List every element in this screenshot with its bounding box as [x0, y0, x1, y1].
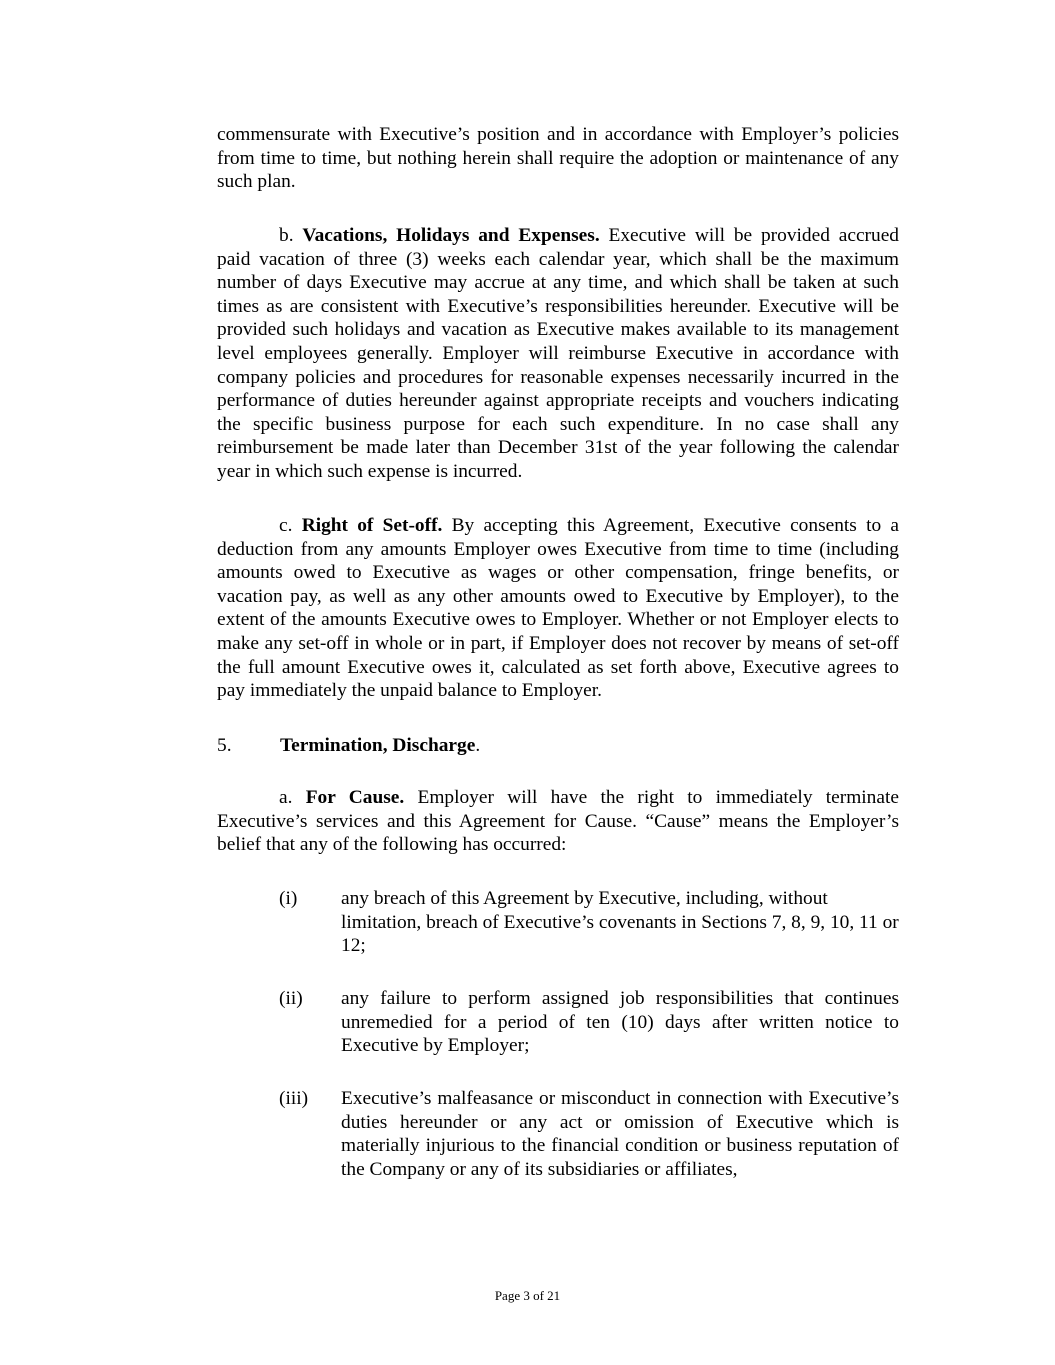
cause-item-number: (ii): [279, 988, 303, 1009]
section-5a-prefix: a.: [279, 787, 306, 808]
cause-item-number: (i): [279, 888, 298, 909]
section-c-heading: Right of Set-off.: [301, 515, 443, 536]
cause-item-text: any failure to perform assigned job responsibilities that continues unremedied for a period of ten (10) days after written notice to Executive by Employer;: [341, 988, 899, 1057]
section-5-trail: .: [475, 735, 481, 756]
section-5-heading: [217, 734, 899, 758]
section-b-heading: Vacations, Holidays and Expenses.: [302, 225, 600, 246]
section-c-prefix: c.: [279, 515, 302, 536]
section-5a-paragraph: [217, 786, 899, 857]
cause-item-number: (iii): [279, 1088, 309, 1109]
section-b-text: Executive will be provided accrued paid vacation of three (3) weeks each calendar year, which shall be the maximum number of days Executive may accrue at any time, and which shall be taken at such times as are consistent with Executive’s responsibilities hereunder. Executive will be provided such holidays and vacation as Executive makes available to its management level employees generally. Employer will reimburse Executive in accordance with company policies and procedures for reasonable expenses necessarily incurred in the performance of duties hereunder against appropriate receipts and vouchers indicating the specific business purpose for each such expenditure. In no case shall any reimbursement be made later than December 31st of the year following the calendar year in which such expense is incurred.: [217, 225, 900, 482]
section-b-prefix: b.: [279, 225, 303, 246]
paragraph-continuation: commensurate with Executive’s position and in accordance with Employer’s policies from time to time, but nothing herein shall require the adoption or maintenance of any such plan.: [217, 124, 899, 193]
section-5a-text: Employer will have the right to immediately terminate Executive’s services and this Agreement for Cause. “Cause” means the Employer’s belief that any of the following has occurred:: [217, 787, 899, 856]
section-c-text: By accepting this Agreement, Executive consents to a deduction from any amounts Employer owes Executive from time to time (including amounts owed to Executive as wages or other compensation, fringe benefits, or vacation pay, as well as any other amounts owed to Executive by Employer), to the extent of the amounts Executive owes to Employer. Whether or not Employer elects to make any set-off in whole or in part, if Employer does not recover by means of set-off the full amount Executive owes it, calculated as set forth above, Executive agrees to pay immediately the unpaid balance to Employer.: [217, 515, 899, 702]
page-number-footer: Page 3 of 21: [494, 1288, 561, 1303]
section-c-paragraph: [217, 514, 899, 703]
section-b-paragraph: [217, 224, 899, 484]
section-5-title: Termination, Discharge: [280, 735, 476, 756]
section-5a-heading: For Cause.: [305, 787, 405, 808]
cause-item-text: any breach of this Agreement by Executive, including, without limitation, breach of Executive’s covenants in Sections 7, 8, 9, 10, 11 or 12;: [341, 888, 899, 957]
cause-item-text: Executive’s malfeasance or misconduct in connection with Executive’s duties hereunder or any act or omission of Executive which is materially injurious to the financial condition or business reputation of the Company or any of its subsidiaries or affiliates,: [341, 1088, 899, 1180]
section-5-number: 5.: [217, 735, 232, 756]
